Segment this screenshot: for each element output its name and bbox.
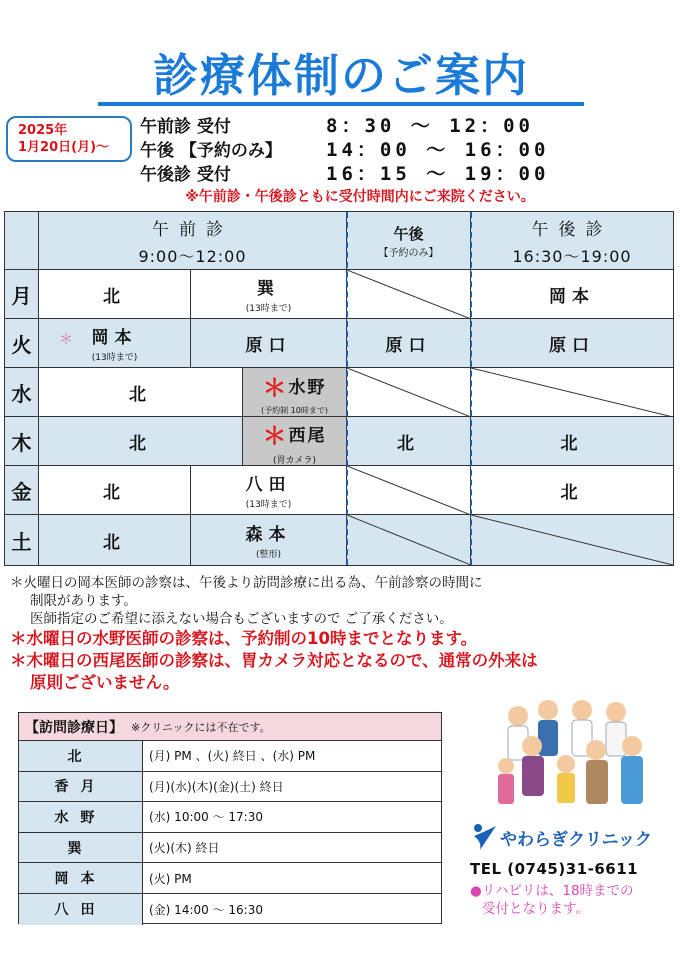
hours-row xyxy=(140,112,580,136)
home-visit-row xyxy=(19,772,441,803)
hours-label: 午前診 受付 xyxy=(140,116,231,137)
day-sat: 土 xyxy=(5,515,39,565)
hours-label: 午後 【予約のみ】 xyxy=(140,140,282,161)
doctor-name: 北 xyxy=(129,433,152,454)
name-row xyxy=(263,368,327,403)
clinic-info xyxy=(470,822,670,918)
thu-eve xyxy=(471,417,673,466)
thu-am2 xyxy=(243,417,347,466)
closed-slash xyxy=(347,368,471,417)
doctor-name: 北 xyxy=(397,433,420,454)
doctor-name: 北 xyxy=(103,286,126,307)
name-row xyxy=(263,416,327,451)
wed-pm-closed xyxy=(347,368,471,417)
day-wed: 水 xyxy=(5,368,39,417)
pm-column-border xyxy=(470,212,472,565)
header-evening xyxy=(471,212,673,270)
closed-slash xyxy=(471,515,673,565)
note-line-important: ＊木曜日の西尾医師の診察は、胃カメラ対応となるので、通常の外来は xyxy=(10,651,538,670)
doctor-name: 原口 xyxy=(549,335,595,356)
doctor-name: 八田 xyxy=(19,894,143,925)
mon-am1 xyxy=(39,270,191,319)
doctor-name: 香月 xyxy=(19,772,143,802)
doctor-name: 西尾 xyxy=(288,426,327,446)
staff-family-illustration xyxy=(490,694,660,812)
wed-eve-closed xyxy=(471,368,673,417)
mon-eve xyxy=(471,270,673,319)
home-visit-table xyxy=(18,712,442,924)
schedule-table xyxy=(4,211,674,566)
visit-days: (火) PM xyxy=(149,871,192,886)
thu-pm xyxy=(347,417,471,466)
doctor-note: (13時まで) xyxy=(245,500,292,510)
home-visit-row xyxy=(19,863,441,894)
rehab-note: 受付となります。 xyxy=(482,901,589,917)
sat-pm-closed xyxy=(347,515,471,565)
hours-time: 16：15 〜 19：00 xyxy=(326,162,550,185)
tue-pm xyxy=(347,319,471,368)
doctor-name: 北 xyxy=(19,741,143,771)
doctor-name: 巽 xyxy=(257,279,280,299)
doctor-note: (胃カメラ) xyxy=(272,456,317,466)
closed-slash xyxy=(347,466,471,515)
effective-date-badge xyxy=(6,116,132,162)
pm-column-border xyxy=(346,212,348,565)
doctor-name: 水野 xyxy=(19,802,143,832)
asterisk-icon: ＊ xyxy=(262,422,287,450)
doctor-name: 森本 xyxy=(245,525,292,545)
doctor-note: (予約制 10時まで) xyxy=(261,406,328,415)
badge-date: 1月20日(月)〜 xyxy=(18,140,110,155)
doctor-note: (13時まで) xyxy=(245,304,292,314)
closed-slash xyxy=(471,368,673,417)
reception-hours xyxy=(140,112,580,184)
visit-days: (火)(木) 終日 xyxy=(149,841,220,856)
wed-am2 xyxy=(243,368,347,417)
evening-label: 午後診 xyxy=(531,219,613,240)
morning-time: 9:00〜12:00 xyxy=(138,246,247,266)
clinic-phone: TEL (0745)31-6611 xyxy=(470,860,639,878)
hours-label: 午後診 受付 xyxy=(140,164,231,185)
person-figures xyxy=(498,700,643,804)
hours-row xyxy=(140,136,580,160)
pm-sub: 【予約のみ】 xyxy=(378,247,439,259)
doctor-name: 北 xyxy=(103,482,126,503)
doctor-name: 原口 xyxy=(245,335,292,356)
mon-pm-closed xyxy=(347,270,471,319)
wed-am1 xyxy=(39,368,243,417)
evening-time: 16:30〜19:00 xyxy=(512,246,632,266)
home-visit-header xyxy=(19,713,441,741)
corner-cell xyxy=(5,212,39,270)
doctor-name: 北 xyxy=(103,532,126,553)
visit-days: (金) 14:00 〜 16:30 xyxy=(149,902,263,917)
home-visit-row xyxy=(19,741,441,772)
morning-label: 午前診 xyxy=(152,219,233,240)
asterisk-icon: ＊ xyxy=(59,332,73,348)
note-line: ＊火曜日の岡本医師の診察は、午後より訪問診療に出る為、午前診察の時間に xyxy=(10,575,483,591)
notes xyxy=(10,574,670,694)
pm-label: 午後 xyxy=(393,224,424,243)
clinic-logo xyxy=(470,822,670,852)
doctor-name: 巽 xyxy=(19,833,143,863)
fri-am2 xyxy=(191,466,347,515)
doctor-name: 水野 xyxy=(288,378,327,398)
note-line: 制限があります。 xyxy=(30,593,137,609)
visit-days: (月) PM 、(火) 終日 、(水) PM xyxy=(149,749,316,764)
asterisk-icon: ＊ xyxy=(262,374,287,402)
visit-days: (水) 10:00 〜 17:30 xyxy=(149,810,263,825)
doctor-name: 岡本 xyxy=(549,286,595,307)
hours-time: 8：30 〜 12：00 xyxy=(326,114,534,137)
visit-days: (月)(水)(木)(金)(土) 終日 xyxy=(149,779,284,794)
note-line-important: 原則ございません。 xyxy=(30,673,180,692)
doctor-name: 八田 xyxy=(245,475,292,495)
day-thu: 木 xyxy=(5,417,39,466)
tue-am2 xyxy=(191,319,347,368)
doctor-name: 岡本 xyxy=(91,328,138,348)
header-morning xyxy=(39,212,347,270)
clinic-name: やわらぎクリニック xyxy=(500,829,652,850)
sat-eve-closed xyxy=(471,515,673,565)
doctor-name: 原口 xyxy=(385,335,432,356)
fri-eve xyxy=(471,466,673,515)
doctor-name: 北 xyxy=(560,433,584,454)
fri-pm-closed xyxy=(347,466,471,515)
rehab-note: ●リハビリは、18時までの xyxy=(470,883,634,899)
home-visit-row xyxy=(19,802,441,833)
tue-eve xyxy=(471,319,673,368)
note-line: 医師指定のご希望に添えない場合もございますので ご了承ください。 xyxy=(30,611,453,627)
doctor-note: (13時まで) xyxy=(91,353,138,363)
note-line-important: ＊水曜日の水野医師の診察は、予約制の10時までとなります。 xyxy=(10,629,478,648)
sat-am1 xyxy=(39,515,191,565)
thu-am1 xyxy=(39,417,243,466)
doctor-note: (整形) xyxy=(255,550,282,560)
badge-year: 2025年 xyxy=(18,123,68,138)
day-tue: 火 xyxy=(5,319,39,368)
home-visit-row xyxy=(19,894,441,925)
home-visit-row xyxy=(19,833,441,864)
doctor-name: 北 xyxy=(560,482,584,503)
hours-time: 14：00 〜 16：00 xyxy=(326,138,550,161)
mon-am2 xyxy=(191,270,347,319)
fri-am1 xyxy=(39,466,191,515)
page-title: 診療体制のご案内 xyxy=(98,50,584,106)
home-visit-note: ※クリニックには不在です。 xyxy=(131,720,271,734)
sat-am2 xyxy=(191,515,347,565)
day-fri: 金 xyxy=(5,466,39,515)
doctor-name: 岡本 xyxy=(19,863,143,893)
clinic-logo-icon xyxy=(470,822,500,852)
day-mon: 月 xyxy=(5,270,39,319)
closed-slash xyxy=(347,515,471,565)
hours-note: ※午前診・午後診ともに受付時間内にご来院ください。 xyxy=(185,189,535,205)
hours-row xyxy=(140,160,580,184)
doctor-name: 北 xyxy=(129,384,152,405)
closed-slash xyxy=(347,270,471,319)
tue-am1 xyxy=(39,319,191,368)
header-pm xyxy=(347,212,471,270)
home-visit-title: 【訪問診療日】 xyxy=(25,719,123,736)
